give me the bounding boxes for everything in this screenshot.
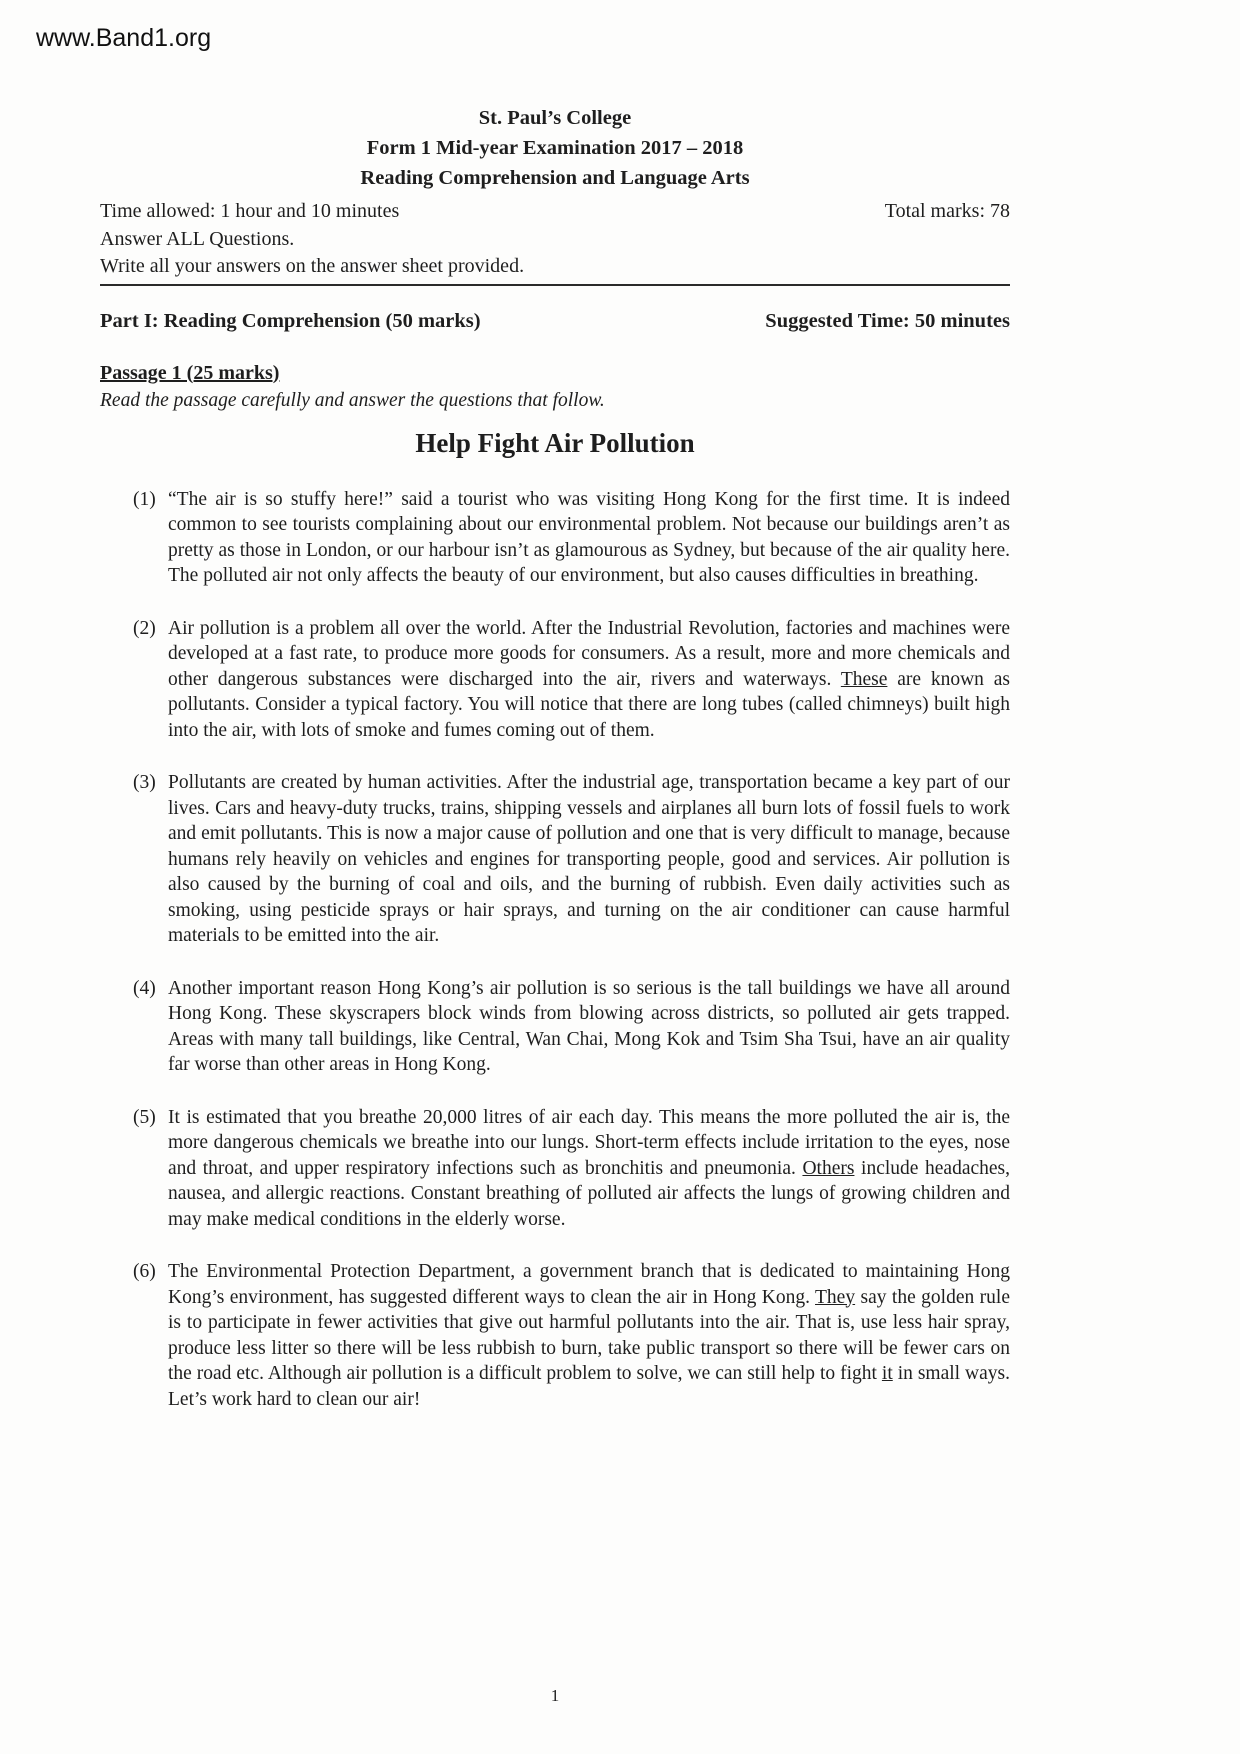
time-marks-row <box>100 198 1010 226</box>
paragraph-number: (4) <box>133 977 156 999</box>
page-content <box>100 0 1010 1439</box>
paragraph-text <box>168 770 1010 949</box>
part1-heading: Part I: Reading Comprehension (50 marks) <box>100 309 481 332</box>
passage-heading: Passage 1 (25 marks) <box>100 361 280 384</box>
underlined-word: it <box>881 1363 893 1384</box>
underlined-word: They <box>815 1286 856 1308</box>
paragraph-segment: are known as pollutants. Consider a typical factory. You will notice that there are long tubes (called chimneys) built high into the air, with lots of smoke and fumes coming out of them. <box>168 668 1010 741</box>
suggested-time: Suggested Time: 50 minutes <box>765 309 1010 332</box>
exam-title: Form 1 Mid-year Examination 2017 – 2018 <box>366 137 744 159</box>
paragraph-number: (1) <box>133 488 156 510</box>
paragraph-segment: The Environmental Protection Department, a government branch that is dedicated to maintaining Hong Kong’s environment, has suggested different ways to clean the air in Hong Kong. <box>168 1261 1010 1308</box>
paragraph-segment: It is estimated that you breathe 20,000 litres of air each day. This means the more polluted the air is, the more dangerous chemicals we breathe into our lungs. Short-term effects include irritation to the eyes, nose and throat, and upper respiratory infections such as bronchitis and pneumonia. <box>168 1106 1010 1179</box>
part1-header-row <box>100 307 1010 335</box>
paragraph-segment: “The air is so stuffy here!” said a tourist who was visiting Hong Kong for the first time. It is indeed common to see tourists complaining about our environmental problem. Not because our buildings aren’t as pretty as those in London, or our harbour isn’t as glamourous as Sydney, but because of the air quality here. The polluted air not only affects the beauty of our environment, but also causes difficulties in breathing. <box>168 488 1010 586</box>
paragraph-number: (6) <box>133 1261 156 1282</box>
total-marks: Total marks: 78 <box>884 200 1010 222</box>
paragraph-text <box>168 1105 1010 1233</box>
underlined-word: Others <box>802 1157 855 1179</box>
paragraph-text <box>168 487 1010 589</box>
passage-body <box>100 487 1010 1413</box>
document-header <box>100 103 1010 193</box>
underlined-word: These <box>840 668 888 690</box>
page-number: 1 <box>550 1686 560 1705</box>
passage-paragraph-1 <box>133 487 1010 589</box>
school-name: St. Paul’s College <box>478 107 632 129</box>
passage-paragraph-2 <box>133 616 1010 744</box>
paragraph-segment: Another important reason Hong Kong’s air pollution is so serious is the tall buildings we have all around Hong Kong. These skyscrapers block winds from blowing across districts, so polluted air gets trapped. Areas with many tall buildings, like Central, Wan Chai, Mong Kok and Tsim Sha Tsui, have an air quality far worse than other areas in Hong Kong. <box>168 977 1010 1075</box>
time-allowed: Time allowed: 1 hour and 10 minutes <box>100 200 400 222</box>
paragraph-segment: say the golden rule is to participate in fewer activities that give out harmful pollutants into the air. That is, use less hair spray, produce less litter so there will be less rubbish to burn, take public transport so there will be fewer cars on the road etc. Although air pollution is a difficult problem to solve, we can still help to fight <box>168 1286 1010 1384</box>
paragraph-segment: Pollutants are created by human activities. After the industrial age, transportation became a key part of our lives. Cars and heavy-duty trucks, trains, shipping vessels and airplanes all burn lots of fossil fuels to work and emit pollutants. This is now a major cause of pollution and one that is very difficult to manage, because humans rely heavily on vehicles and engines for transporting people, good and services. Air pollution is also caused by the burning of coal and oils, and the burning of rubbish. Even daily activities such as smoking, using pesticide sprays or hair sprays, and turning on the air conditioner can cause harmful materials to be emitted into the air. <box>168 772 1010 946</box>
paper-subtitle: Reading Comprehension and Language Arts <box>360 167 750 189</box>
paragraph-segment: in small ways. Let’s work hard to clean our air! <box>168 1363 1010 1410</box>
passage-paragraph-6 <box>133 1259 1010 1412</box>
paragraph-text <box>168 616 1010 744</box>
paragraph-number: (3) <box>133 772 156 793</box>
answer-all-instruction: Answer ALL Questions. <box>100 227 295 250</box>
passage-title: Help Fight Air Pollution <box>415 427 695 458</box>
exam-instructions <box>100 198 1010 286</box>
paragraph-number: (2) <box>133 617 156 639</box>
paragraph-segment: include headaches, nausea, and allergic reactions. Constant breathing of polluted air affects the lungs of growing children and may make medical conditions in the elderly worse. <box>168 1157 1010 1230</box>
passage-paragraph-3 <box>133 770 1010 949</box>
passage-paragraph-4 <box>133 976 1010 1078</box>
passage-instruction: Read the passage carefully and answer the questions that follow. <box>100 389 605 411</box>
watermark: www.Band1.org <box>36 24 212 52</box>
paragraph-text <box>168 976 1010 1078</box>
paragraph-number: (5) <box>133 1106 156 1128</box>
paragraph-text <box>168 1259 1010 1412</box>
passage-paragraph-5 <box>133 1105 1010 1233</box>
paragraph-segment: Air pollution is a problem all over the world. After the Industrial Revolution, factories and machines were developed at a fast rate, to produce more goods for consumers. As a result, more and more chemicals and other dangerous substances were discharged into the air, rivers and waterways. <box>168 617 1010 690</box>
answer-sheet-instruction: Write all your answers on the answer sheet provided. <box>100 255 525 277</box>
